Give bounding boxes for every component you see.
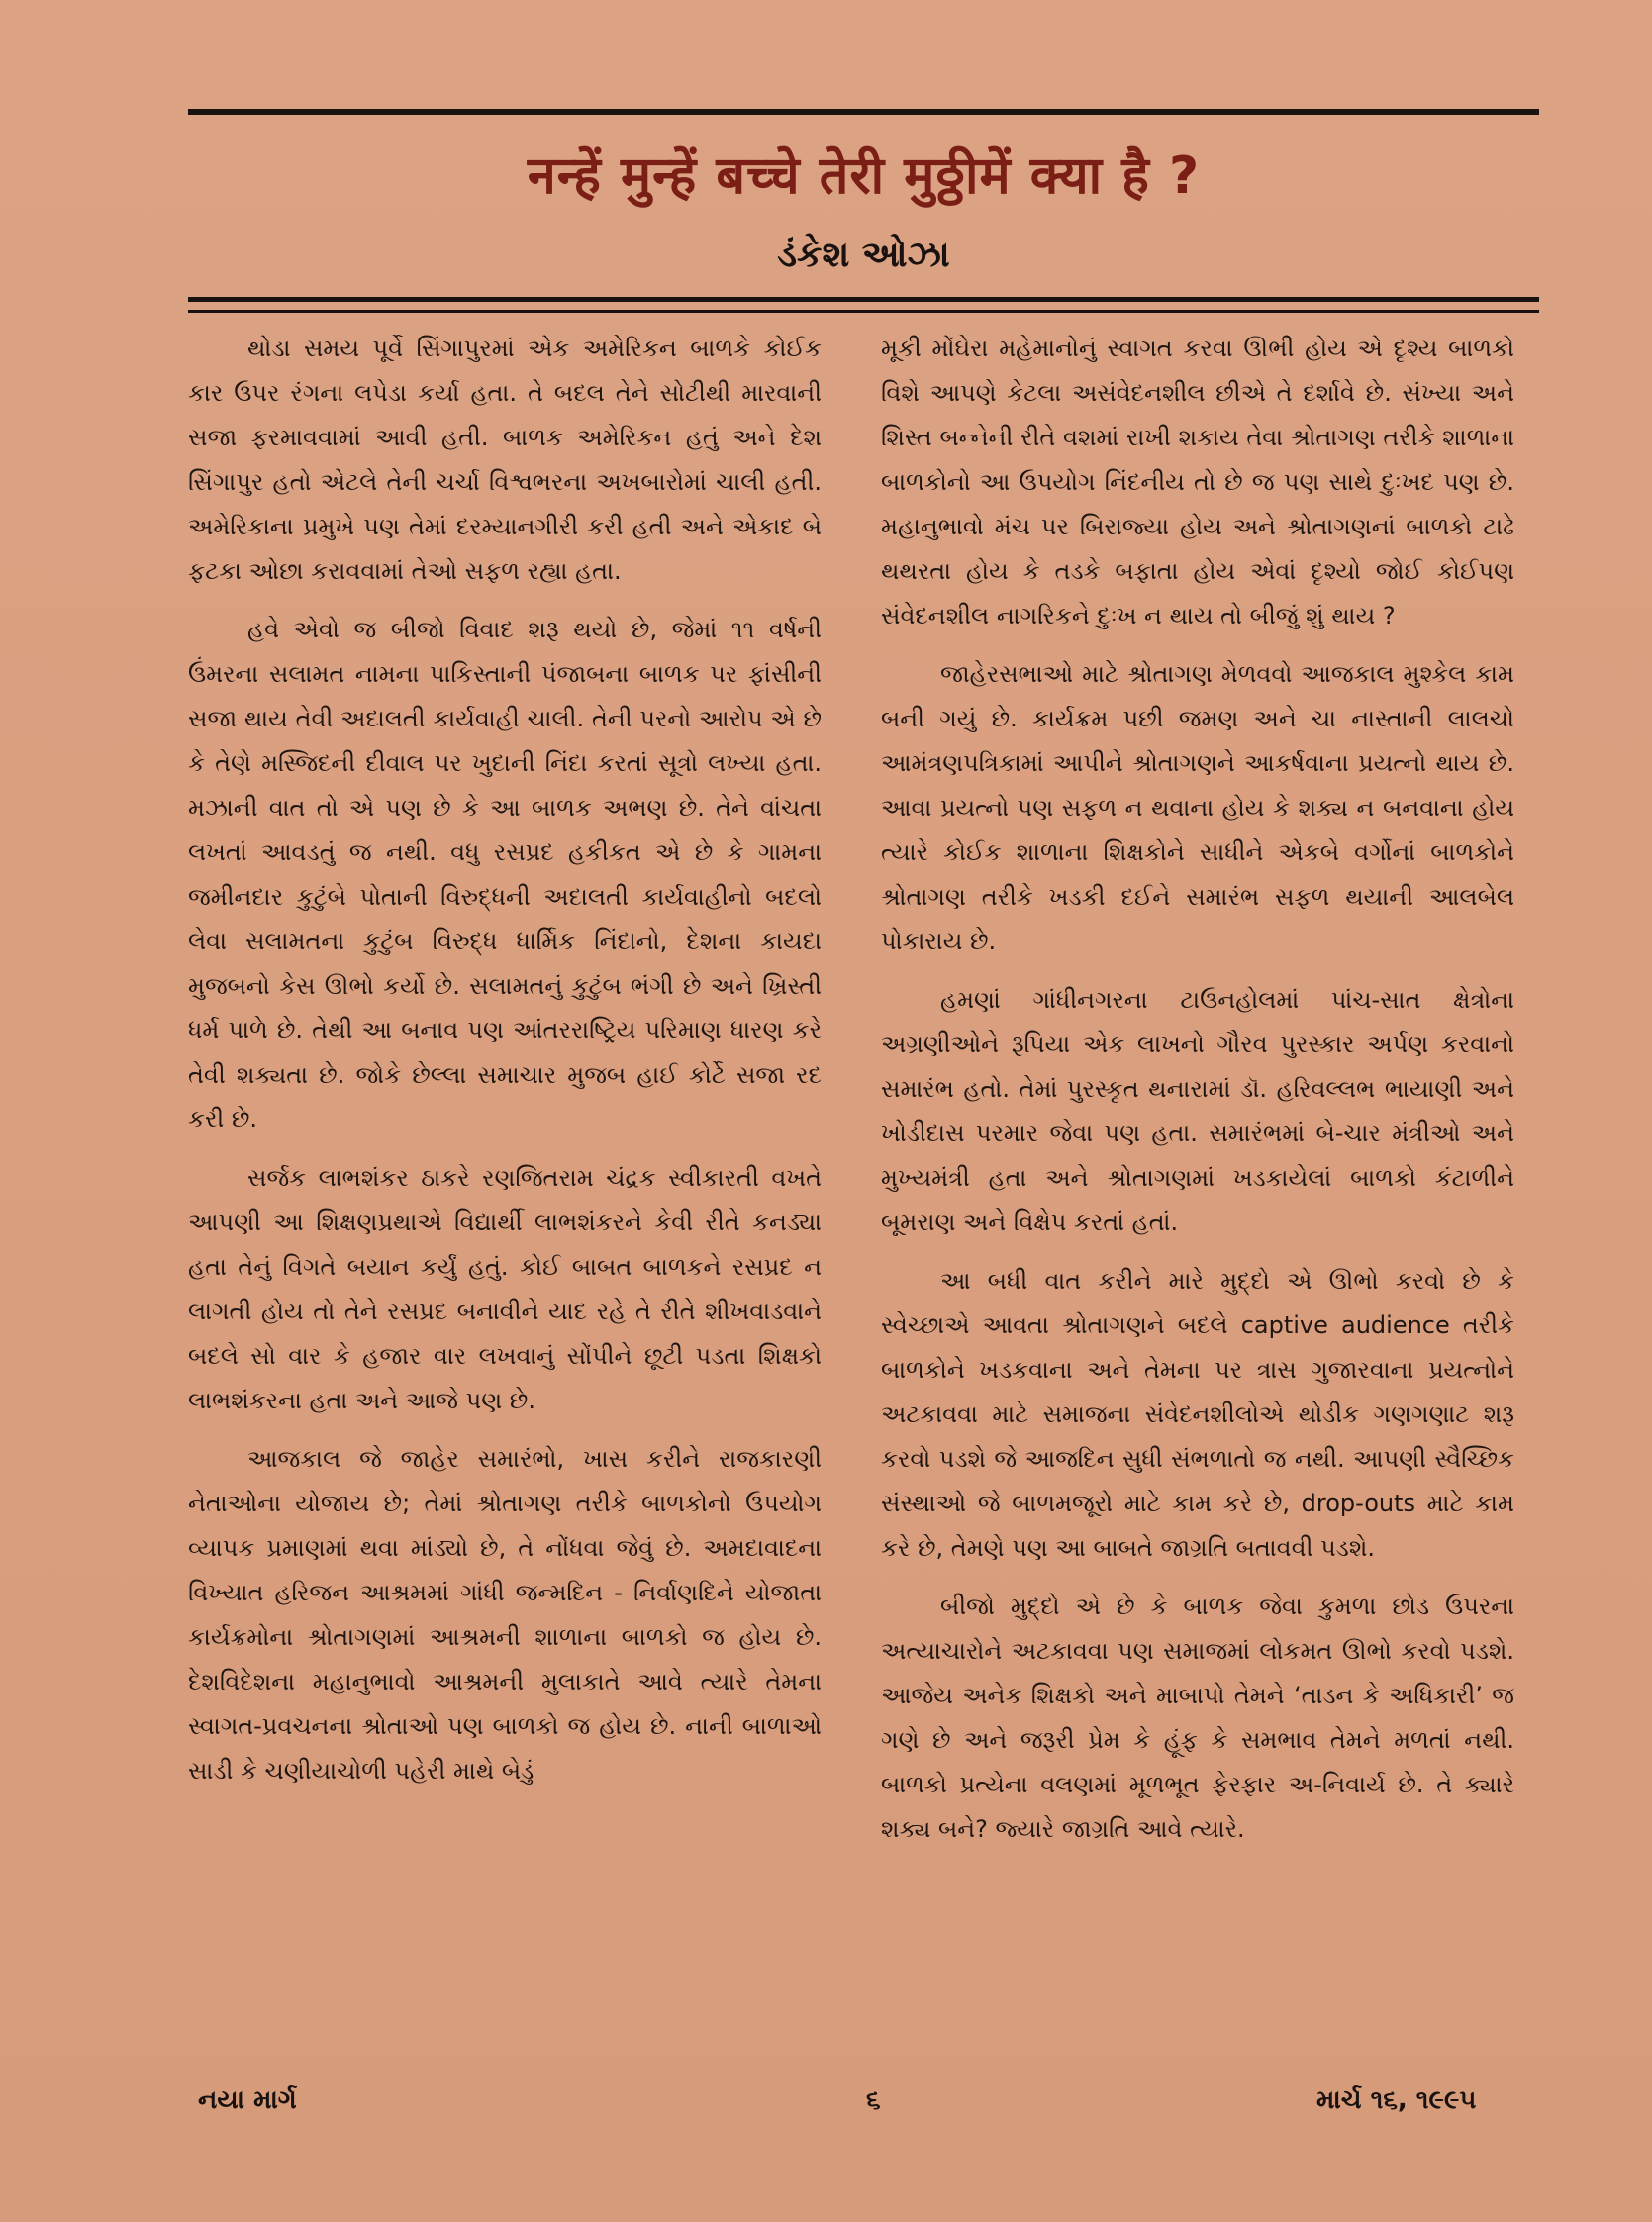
article-author: ડંકેશ ઓઝા: [777, 235, 950, 275]
paragraph: થોડા સમય પૂર્વે સિંગાપુરમાં એક અમેરિકન બાળકે કોઈક કાર ઉપર રંગના લપેડા કર્યા હતા. તે બદલ તેને સોટીથી મારવાની સજા ફરમાવવામાં આવી હતી. બાળક અમેરિકન હતું અને દેશ સિંગાપુર હતો એટલે તેની ચર્ચા વિશ્વભરના અખબારોમાં ચાલી હતી. અમેરિકાના પ્રમુખે પણ તેમાં દરમ્યાનગીરી કરી હતી અને એકાદ બે ફટકા ઓછા કરાવવામાં તેઓ સફળ રહ્યા હતા.: [188, 335, 822, 585]
paragraph: બીજો મુદ્દો એ છે કે બાળક જેવા કુમળા છોડ ઉપરના અત્યાચારોને અટકાવવા પણ સમાજમાં લોકમત ઊભો કરવો પડશે. આજેય અનેક શિક્ષકો અને માબાપો તેમને ‘તાડન કે અધિકારી’ જ ગણે છે અને જરૂરી પ્રેમ કે હૂંફ કે સમભાવ તેમને મળતાં નથી. બાળકો પ્રત્યેના વલણમાં મૂળભૂત ફેરફાર અ-નિવાર્ય છે. તે ક્યારે શક્ય બને? જ્યારે જાગ્રતિ આવે ત્યારે.: [881, 1593, 1514, 1843]
header-double-rule-thick: [188, 297, 1539, 302]
footer-publication: નયા માર્ગ: [198, 2085, 297, 2115]
paragraph: આજકાલ જે જાહેર સમારંભો, ખાસ કરીને રાજકારણી નેતાઓના યોજાય છે; તેમાં શ્રોતાગણ તરીકે બાળકોનો ઉપયોગ વ્યાપક પ્રમાણમાં થવા માંડ્યો છે, તે નોંધવા જેવું છે. અમદાવાદના વિખ્યાત હરિજન આશ્રમમાં ગાંધી જન્મદિન - નિર્વાણદિને યોજાતા કાર્યક્રમોના શ્રોતાગણમાં આશ્રમની શાળાના બાળકો જ હોય છે. દેશવિદેશના મહાનુભાવો આશ્રમની મુલાકાતે આવે ત્યારે તેમના સ્વાગત-પ્રવચનના શ્રોતાઓ પણ બાળકો જ હોય છે. નાની બાળાઓ સાડી કે ચણીયાચોળી પહેરી માથે બેડું: [188, 1445, 822, 1785]
header-double-rule-thin: [188, 310, 1539, 313]
left-column: [188, 327, 822, 1807]
top-rule: [188, 109, 1539, 115]
paragraph: આ બધી વાત કરીને મારે મુદ્દો એ ઊભો કરવો છે કે સ્વેચ્છાએ આવતા શ્રોતાગણને બદલે captive audience તરીકે બાળકોને ખડકવાના અને તેમના પર ત્રાસ ગુજારવાના પ્રયત્નોને અટકાવવા માટે સમાજના સંવેદનશીલોએ થોડીક ગણગણાટ શરૂ કરવો પડશે જે આજદિન સુધી સંભળાતો જ નથી. આપણી સ્વૈચ્છિક સંસ્થાઓ જે બાળમજૂરો માટે કામ કરે છે, drop-outs માટે કામ કરે છે, તેમણે પણ આ બાબતે જાગ્રતિ બતાવવી પડશે.: [881, 1267, 1514, 1562]
right-column: [881, 327, 1514, 1866]
paragraph: હવે એવો જ બીજો વિવાદ શરૂ થયો છે, જેમાં ૧૧ વર્ષની ઉંમરના સલામત નામના પાકિસ્તાની પંજાબના બાળક પર ફાંસીની સજા થાય તેવી અદાલતી કાર્યવાહી ચાલી. તેની પરનો આરોપ એ છે કે તેણે મસ્જિદની દીવાલ પર ખુદાની નિંદા કરતાં સૂત્રો લખ્યા હતા. મઝાની વાત તો એ પણ છે કે આ બાળક અભણ છે. તેને વાંચતા લખતાં આવડતું જ નથી. વધુ રસપ્રદ હકીકત એ છે કે ગામના જમીનદાર કુટુંબે પોતાની વિરુદ્ધની અદાલતી કાર્યવાહીનો બદલો લેવા સલામતના કુટુંબ વિરુદ્ધ ધાર્મિક નિંદાનો, દેશના કાયદા મુજબનો કેસ ઊભો કર્યો છે. સલામતનું કુટુંબ ભંગી છે અને ખ્રિસ્તી ધર્મ પાળે છે. તેથી આ બનાવ પણ આંતરરાષ્ટ્રિય પરિમાણ ધારણ કરે તેવી શક્યતા છે. જોકે છેલ્લા સમાચાર મુજબ હાઈ કોર્ટે સજા રદ કરી છે.: [188, 616, 822, 1133]
paragraph: જાહેરસભાઓ માટે શ્રોતાગણ મેળવવો આજકાલ મુશ્કેલ કામ બની ગયું છે. કાર્યક્રમ પછી જમણ અને ચા નાસ્તાની લાલચો આમંત્રણપત્રિકામાં આપીને શ્રોતાગણને આકર્ષવાના પ્રયત્નો થાય છે. આવા પ્રયત્નો પણ સફળ ન થવાના હોય કે શક્ય ન બનવાના હોય ત્યારે કોઈક શાળાના શિક્ષકોને સાધીને એકબે વર્ગોનાં બાળકોને શ્રોતાગણ તરીકે ખડકી દઈને સમારંભ સફળ થયાની આલબેલ પોકારાય છે.: [881, 660, 1514, 955]
article-title: नन्हें मुन्हें बच्चे तेरी मुठ्ठीमें क्या है ?: [527, 146, 1201, 206]
paragraph-continued: મૂકી મોંઘેરા મહેમાનોનું સ્વાગત કરવા ઊભી હોય એ દૃશ્ય બાળકો વિશે આપણે કેટલા અસંવેદનશીલ છીએ તે દર્શાવે છે. સંખ્યા અને શિસ્ત બન્નેની રીતે વશમાં રાખી શકાય તેવા શ્રોતાગણ તરીકે શાળાના બાળકોનો આ ઉપયોગ નિંદનીય તો છે જ પણ સાથે દુઃખદ પણ છે. મહાનુભાવો મંચ પર બિરાજ્યા હોય અને શ્રોતાગણનાં બાળકો ટાઢે થથરતા હોય કે તડકે બફાતા હોય એવાં દૃશ્યો જોઈ કોઈપણ સંવેદનશીલ નાગરિકને દુઃખ ન થાય તો બીજું શું થાય ?: [881, 335, 1514, 629]
footer-date: માર્ચ ૧૬, ૧૯૯૫: [1316, 2085, 1477, 2115]
paragraph: સર્જક લાભશંકર ઠાકરે રણજિતરામ ચંદ્રક સ્વીકારતી વખતે આપણી આ શિક્ષણપ્રથાએ વિદ્યાર્થી લાભશંકરને કેવી રીતે કનડ્યા હતા તેનું વિગતે બયાન કર્યું હતું. કોઈ બાબત બાળકને રસપ્રદ ન લાગતી હોય તો તેને રસપ્રદ બનાવીને યાદ રહે તે રીતે શીખવાડવાને બદલે સો વાર કે હજાર વાર લખવાનું સોંપીને છૂટી પડતા શિક્ષકો લાભશંકરના હતા અને આજે પણ છે.: [188, 1164, 822, 1414]
footer-page-number: ૬: [866, 2085, 881, 2115]
paragraph: હમણાં ગાંધીનગરના ટાઉનહોલમાં પાંચ-સાત ક્ષેત્રોના અગ્રણીઓને રૂપિયા એક લાખનો ગૌરવ પુરસ્કાર અર્પણ કરવાનો સમારંભ હતો. તેમાં પુરસ્કૃત થનારામાં ડૉ. હરિવલ્લભ ભાયાણી અને ખોડીદાસ પરમાર જેવા પણ હતા. સમારંભમાં બે-ચાર મંત્રીઓ અને મુખ્યમંત્રી હતા અને શ્રોતાગણમાં ખડકાયેલાં બાળકો કંટાળીને બૂમરાણ અને વિક્ષેપ કરતાં હતાં.: [881, 986, 1514, 1236]
